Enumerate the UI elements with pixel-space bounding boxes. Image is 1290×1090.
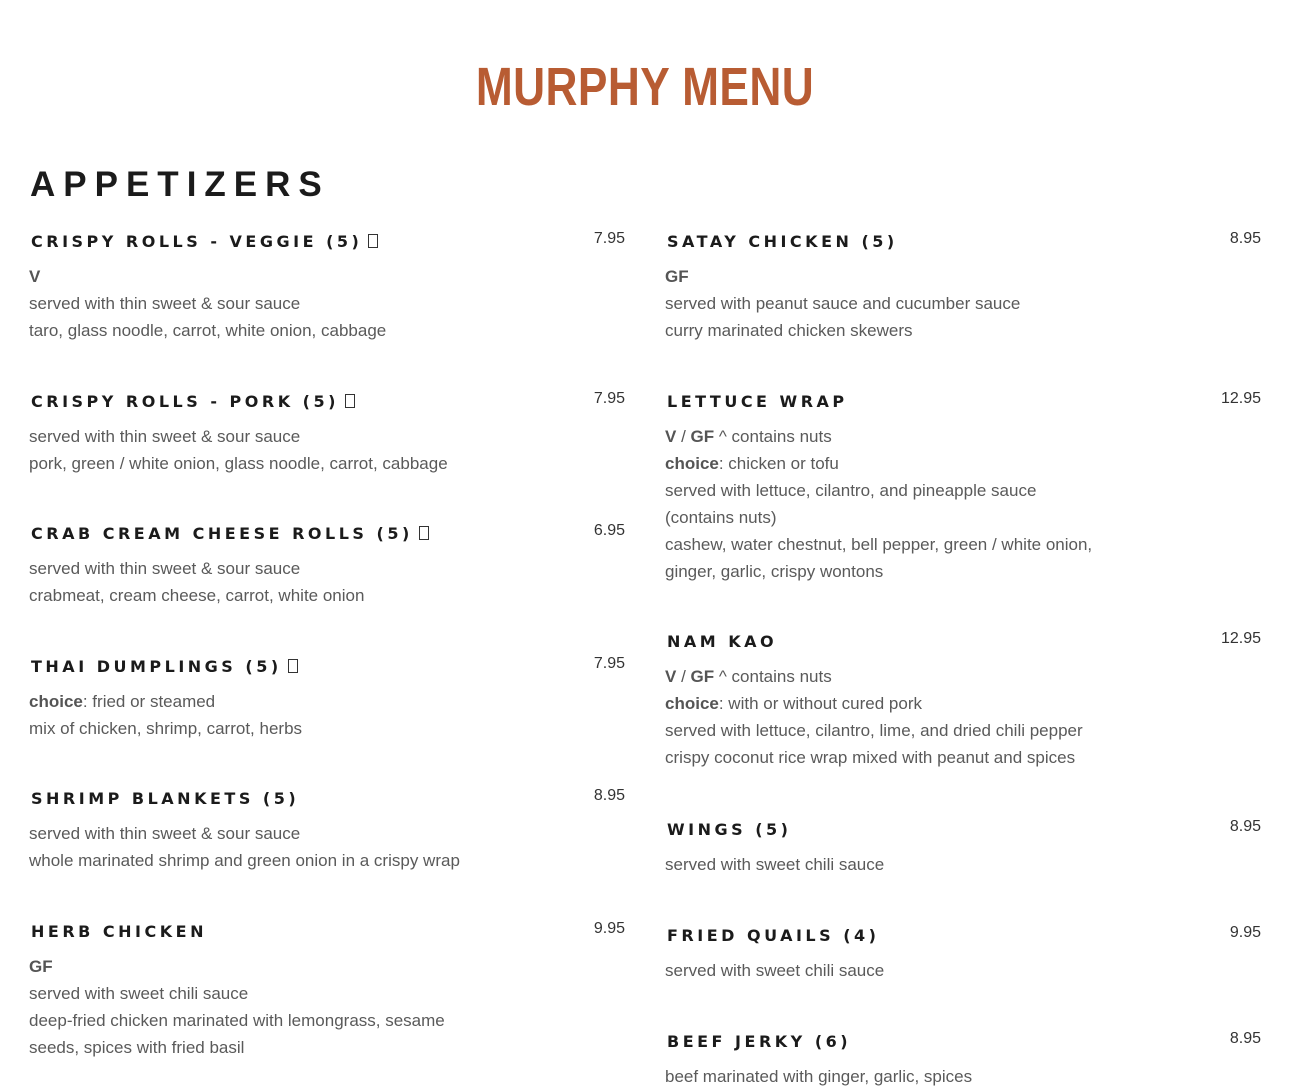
item-name: WINGS (5) bbox=[667, 820, 792, 839]
diet-tag-gf: GF bbox=[690, 667, 715, 686]
item-line: whole marinated shrimp and green onion in a crispy wrap bbox=[29, 851, 460, 870]
item-line: served with thin sweet & sour sauce bbox=[29, 427, 301, 446]
item-price: 7.95 bbox=[593, 655, 625, 672]
item-price: 8.95 bbox=[593, 787, 625, 804]
item-line: served with thin sweet & sour sauce bbox=[29, 294, 301, 313]
item-line: served with sweet chili sauce bbox=[29, 984, 249, 1003]
item-name: NAM KAO bbox=[667, 632, 778, 651]
item-name: FRIED QUAILS (4) bbox=[667, 926, 880, 945]
diet-tag: GF bbox=[665, 267, 689, 286]
item-name: THAI DUMPLINGS (5) bbox=[31, 657, 282, 676]
menu-item-crab-cream-cheese-rolls bbox=[29, 521, 625, 654]
tag-separator: / bbox=[676, 427, 691, 446]
item-price: 9.95 bbox=[1229, 924, 1261, 941]
menu-item-herb-chicken bbox=[29, 919, 625, 1061]
square-icon bbox=[345, 394, 355, 408]
left-column bbox=[29, 229, 625, 1061]
item-line: served with lettuce, cilantro, lime, and dried chili pepper bbox=[665, 721, 1083, 740]
menu-item-shrimp-blankets bbox=[29, 786, 625, 919]
item-line: taro, glass noodle, carrot, white onion, cabbage bbox=[29, 321, 387, 340]
item-price: 8.95 bbox=[1229, 818, 1261, 835]
menu-item-satay-chicken bbox=[665, 229, 1261, 389]
choice-label: choice bbox=[665, 694, 719, 713]
menu-item-thai-dumplings bbox=[29, 654, 625, 786]
item-line: mix of chicken, shrimp, carrot, herbs bbox=[29, 719, 303, 738]
diet-tag-v: V bbox=[665, 667, 677, 686]
item-line: crispy coconut rice wrap mixed with peanut and spices bbox=[665, 748, 1076, 767]
diet-tag: GF bbox=[29, 957, 53, 976]
item-name: SATAY CHICKEN (5) bbox=[667, 232, 898, 251]
item-line: deep-fried chicken marinated with lemongrass, sesame seeds, spices with fried basil bbox=[29, 1011, 445, 1057]
tag-separator: / bbox=[676, 667, 691, 686]
item-price: 12.95 bbox=[1220, 630, 1261, 647]
right-column bbox=[665, 229, 1261, 1090]
item-line: served with peanut sauce and cucumber sauce bbox=[665, 294, 1021, 313]
menu-item-crispy-rolls-pork bbox=[29, 389, 625, 521]
allergy-note: ^ contains nuts bbox=[714, 667, 832, 686]
menu-item-fried-quails bbox=[665, 923, 1261, 1029]
square-icon bbox=[419, 526, 429, 540]
menu-item-crispy-rolls-veggie bbox=[29, 229, 625, 389]
item-line: crabmeat, cream cheese, carrot, white onion bbox=[29, 586, 365, 605]
choice-label: choice bbox=[665, 454, 719, 473]
menu-item-wings bbox=[665, 817, 1261, 923]
item-name: LETTUCE WRAP bbox=[667, 392, 848, 411]
item-price: 6.95 bbox=[593, 522, 625, 539]
item-price: 8.95 bbox=[1229, 1030, 1261, 1047]
menu-item-nam-kao bbox=[665, 629, 1261, 817]
item-price: 7.95 bbox=[593, 390, 625, 407]
item-line: served with thin sweet & sour sauce bbox=[29, 824, 301, 843]
item-line: served with thin sweet & sour sauce bbox=[29, 559, 301, 578]
menu-title: MURPHY MENU bbox=[475, 57, 815, 117]
choice-text: : with or without cured pork bbox=[718, 694, 923, 713]
item-price: 12.95 bbox=[1220, 390, 1261, 407]
item-price: 7.95 bbox=[593, 230, 625, 247]
item-line: cashew, water chestnut, bell pepper, green / white onion, ginger, garlic, crispy wontons bbox=[665, 535, 1093, 581]
item-line: served with lettuce, cilantro, and pineapple sauce (contains nuts) bbox=[665, 481, 1037, 527]
menu-item-lettuce-wrap bbox=[665, 389, 1261, 629]
item-line: pork, green / white onion, glass noodle, carrot, cabbage bbox=[29, 454, 448, 473]
item-price: 8.95 bbox=[1229, 230, 1261, 247]
choice-label: choice bbox=[29, 692, 83, 711]
item-price: 9.95 bbox=[593, 920, 625, 937]
item-line: beef marinated with ginger, garlic, spices bbox=[665, 1067, 973, 1086]
item-name: CRISPY ROLLS - PORK (5) bbox=[31, 392, 339, 411]
item-name: SHRIMP BLANKETS (5) bbox=[31, 789, 300, 808]
menu-item-beef-jerky bbox=[665, 1029, 1261, 1090]
diet-tag-gf: GF bbox=[690, 427, 715, 446]
item-name: CRISPY ROLLS - VEGGIE (5) bbox=[31, 232, 363, 251]
square-icon bbox=[288, 659, 298, 673]
item-name: BEEF JERKY (6) bbox=[667, 1032, 852, 1051]
allergy-note: ^ contains nuts bbox=[714, 427, 832, 446]
item-line: served with sweet chili sauce bbox=[665, 961, 885, 980]
choice-text: : chicken or tofu bbox=[718, 454, 839, 473]
item-name: CRAB CREAM CHEESE ROLLS (5) bbox=[31, 524, 413, 543]
item-line: curry marinated chicken skewers bbox=[665, 321, 913, 340]
item-line: served with sweet chili sauce bbox=[665, 855, 885, 874]
diet-tag-v: V bbox=[665, 427, 677, 446]
item-name: HERB CHICKEN bbox=[31, 922, 207, 941]
choice-text: : fried or steamed bbox=[82, 692, 216, 711]
section-heading-appetizers: APPETIZERS bbox=[30, 165, 330, 204]
diet-tag: V bbox=[29, 267, 41, 286]
square-icon bbox=[368, 234, 378, 248]
